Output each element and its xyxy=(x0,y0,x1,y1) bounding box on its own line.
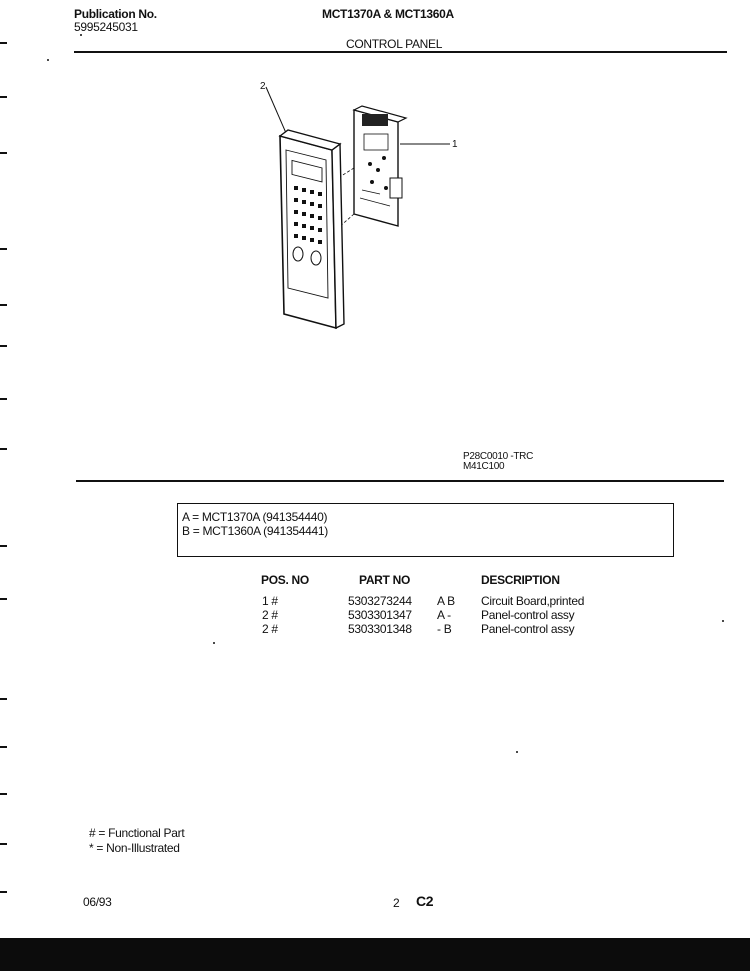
edge-mark xyxy=(0,398,7,400)
edge-mark xyxy=(0,891,7,893)
row-3-pos: 2 # xyxy=(262,622,278,636)
row-1-part: 5303273244 xyxy=(348,594,412,608)
control-panel-diagram xyxy=(250,78,470,338)
scan-speck xyxy=(213,642,215,644)
row-2-description: Panel-control assy xyxy=(481,608,575,622)
row-3-usage: - B xyxy=(437,622,452,636)
row-2-part: 5303301347 xyxy=(348,608,412,622)
edge-mark xyxy=(0,545,7,547)
edge-mark xyxy=(0,152,7,154)
circuit-board-illustration xyxy=(338,106,406,228)
publication-label: Publication No. xyxy=(74,7,157,21)
legend-functional-part: # = Functional Part xyxy=(89,826,185,840)
row-3-part: 5303301348 xyxy=(348,622,412,636)
drawing-code-secondary: M41C100 xyxy=(463,461,505,472)
scan-speck xyxy=(47,59,49,61)
footer-page-number: 2 xyxy=(393,896,400,910)
edge-mark xyxy=(0,448,7,450)
edge-mark xyxy=(0,746,7,748)
scan-edge-band xyxy=(0,938,750,971)
row-3-description: Panel-control assy xyxy=(481,622,575,636)
header-rule xyxy=(74,51,727,53)
row-1-usage: A B xyxy=(437,594,455,608)
edge-mark xyxy=(0,248,7,250)
model-title: MCT1370A & MCT1360A xyxy=(322,7,454,21)
edge-mark xyxy=(0,345,7,347)
drawing-code: P28C0010 -TRC xyxy=(463,451,534,462)
callout-2: 2 xyxy=(260,81,266,92)
section-title: CONTROL PANEL xyxy=(346,37,443,51)
edge-mark xyxy=(0,42,7,44)
model-key-a: A = MCT1370A (941354440) xyxy=(182,510,328,524)
header-description: DESCRIPTION xyxy=(481,573,560,587)
edge-mark xyxy=(0,698,7,700)
edge-mark xyxy=(0,843,7,845)
row-1-pos: 1 # xyxy=(262,594,278,608)
edge-mark xyxy=(0,598,7,600)
header-part-no: PART NO xyxy=(359,573,411,587)
row-2-pos: 2 # xyxy=(262,608,278,622)
scan-speck xyxy=(722,620,724,622)
header-pos-no: POS. NO xyxy=(261,573,309,587)
edge-mark xyxy=(0,96,7,98)
leader-line-2 xyxy=(266,87,286,133)
footer-date: 06/93 xyxy=(83,895,112,909)
control-panel-illustration xyxy=(280,130,344,328)
model-key-box xyxy=(177,503,674,557)
row-1-description: Circuit Board,printed xyxy=(481,594,585,608)
scan-speck xyxy=(516,751,518,753)
section-rule xyxy=(76,480,724,482)
edge-mark xyxy=(0,793,7,795)
edge-mark xyxy=(0,304,7,306)
model-key-b: B = MCT1360A (941354441) xyxy=(182,524,328,538)
footer-section-code: C2 xyxy=(416,893,434,909)
publication-number: 5995245031 xyxy=(74,20,138,34)
scan-speck xyxy=(80,34,82,36)
legend-non-illustrated: * = Non-Illustrated xyxy=(89,841,180,855)
row-2-usage: A - xyxy=(437,608,451,622)
callout-1: 1 xyxy=(452,139,458,150)
